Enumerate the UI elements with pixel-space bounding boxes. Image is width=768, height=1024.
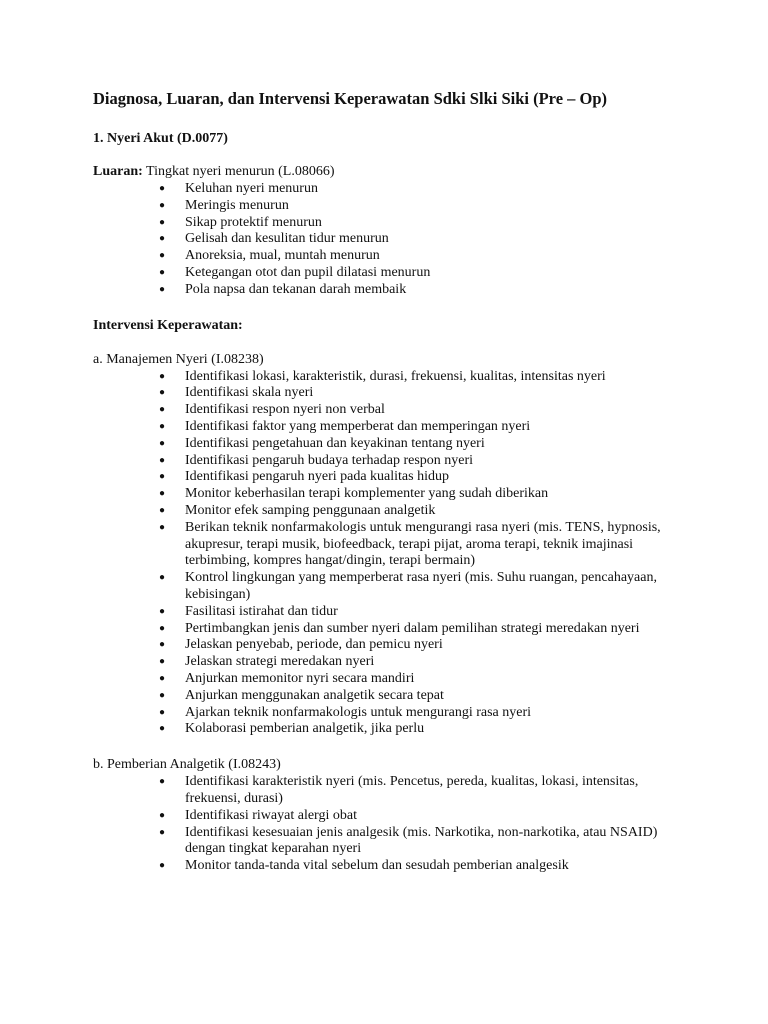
list-item	[93, 181, 673, 198]
bullet-icon: ●	[159, 437, 166, 449]
list-item	[93, 621, 673, 638]
bullet-icon: ●	[159, 809, 166, 821]
bullet-icon: ●	[159, 283, 166, 295]
list-item-text: Sikap protektif menurun	[185, 214, 322, 230]
bullet-icon: ●	[159, 521, 166, 533]
list-item-text: Monitor efek samping penggunaan analgetik	[185, 502, 436, 518]
bullet-icon: ●	[159, 639, 166, 651]
bullet-icon: ●	[159, 250, 166, 262]
bullet-icon: ●	[159, 860, 166, 872]
list-item	[93, 520, 673, 570]
bullet-icon: ●	[159, 266, 166, 278]
list-item	[93, 671, 673, 688]
pemberian-analgetik-heading: b. Pemberian Analgetik (I.08243)	[93, 757, 281, 773]
list-item	[93, 198, 673, 215]
list-item-text: Pola napsa dan tekanan darah membaik	[185, 281, 407, 297]
list-item-text: Monitor tanda-tanda vital sebelum dan sesudah pemberian analgesik	[185, 858, 569, 874]
list-item-text: Jelaskan strategi meredakan nyeri	[185, 654, 375, 670]
bullet-icon: ●	[159, 387, 166, 399]
list-item	[93, 637, 673, 654]
list-item	[93, 705, 673, 722]
list-item-text: Monitor keberhasilan terapi komplementer yang sudah diberikan	[185, 486, 549, 502]
luaran-text: Tingkat nyeri menurun (L.08066)	[142, 164, 335, 179]
list-item-text: Jelaskan penyebab, periode, dan pemicu nyeri	[185, 637, 443, 653]
list-item-text: Identifikasi faktor yang memperberat dan memperingan nyeri	[185, 418, 531, 434]
list-item	[93, 369, 673, 386]
luaran-line	[93, 163, 673, 181]
list-item	[93, 654, 673, 671]
list-item-text: Anoreksia, mual, muntah menurun	[185, 248, 380, 264]
bullet-icon: ●	[159, 454, 166, 466]
bullet-icon: ●	[159, 622, 166, 634]
list-item-text: Keluhan nyeri menurun	[185, 181, 318, 196]
list-item-text: Ajarkan teknik nonfarmakologis untuk mengurangi rasa nyeri	[185, 704, 532, 720]
bullet-icon: ●	[159, 826, 166, 838]
list-item-text: Fasilitasi istirahat dan tidur	[185, 603, 338, 619]
list-item-text: Identifikasi pengetahuan dan keyakinan tentang nyeri	[185, 435, 485, 451]
list-item-text: Ketegangan otot dan pupil dilatasi menurun	[185, 264, 431, 280]
luaran-list	[93, 181, 673, 299]
list-item-text: Identifikasi kesesuaian jenis analgesik (mis. Narkotika, non-narkotika, atau NSAID) dengan tingkat keparahan nyeri	[185, 824, 658, 857]
list-item-text: Identifikasi pengaruh budaya terhadap respon nyeri	[185, 452, 474, 468]
bullet-icon: ●	[159, 504, 166, 516]
bullet-icon: ●	[159, 370, 166, 382]
document-page	[93, 88, 673, 875]
bullet-icon: ●	[159, 199, 166, 211]
bullet-icon: ●	[159, 672, 166, 684]
bullet-icon: ●	[159, 471, 166, 483]
intervensi-heading: Intervensi Keperawatan:	[93, 317, 243, 333]
list-item	[93, 688, 673, 705]
list-item	[93, 215, 673, 232]
bullet-icon: ●	[159, 776, 166, 788]
bullet-icon: ●	[159, 183, 166, 194]
list-item	[93, 721, 673, 738]
page-title: Diagnosa, Luaran, dan Intervensi Keperawatan Sdki Slki Siki (Pre – Op)	[93, 89, 608, 108]
list-item	[93, 436, 673, 453]
manajemen-nyeri-list	[93, 369, 673, 739]
list-item	[93, 774, 673, 808]
list-item	[93, 248, 673, 265]
list-item	[93, 453, 673, 470]
list-item-text: Gelisah dan kesulitan tidur menurun	[185, 231, 389, 247]
diagnosis-heading: 1. Nyeri Akut (D.0077)	[93, 131, 228, 146]
bullet-icon: ●	[159, 216, 166, 228]
list-item	[93, 402, 673, 419]
pemberian-analgetik-list	[93, 774, 673, 875]
list-item-text: Identifikasi riwayat alergi obat	[185, 807, 357, 823]
bullet-icon: ●	[159, 656, 166, 668]
bullet-icon: ●	[159, 420, 166, 432]
bullet-icon: ●	[159, 689, 166, 701]
list-item-text: Kolaborasi pemberian analgetik, jika perlu	[185, 721, 425, 737]
list-item	[93, 486, 673, 503]
list-item	[93, 385, 673, 402]
bullet-icon: ●	[159, 488, 166, 500]
list-item-text: Anjurkan memonitor nyri secara mandiri	[185, 670, 415, 686]
list-item-text: Pertimbangkan jenis dan sumber nyeri dalam pemilihan strategi meredakan nyeri	[185, 620, 640, 636]
bullet-icon: ●	[159, 233, 166, 245]
list-item	[93, 503, 673, 520]
list-item-text: Identifikasi skala nyeri	[185, 385, 314, 401]
list-item	[93, 858, 673, 875]
list-item	[93, 231, 673, 248]
list-item-text: Identifikasi lokasi, karakteristik, durasi, frekuensi, kualitas, intensitas nyeri	[185, 368, 606, 384]
list-item-text: Identifikasi karakteristik nyeri (mis. Pencetus, pereda, kualitas, lokasi, intensitas, frekuensi, durasi)	[185, 774, 639, 806]
list-item	[93, 265, 673, 282]
list-item-text: Berikan teknik nonfarmakologis untuk mengurangi rasa nyeri (mis. TENS, hypnosis, akupresur, terapi musik, biofeedback, terapi pijat, aroma terapi, teknik imajinasi terbimbing, kompres hangat/dingin, terapi bermain)	[185, 519, 661, 569]
bullet-icon: ●	[159, 723, 166, 735]
list-item	[93, 469, 673, 486]
list-item-text: Identifikasi respon nyeri non verbal	[185, 402, 385, 418]
list-item	[93, 808, 673, 825]
manajemen-nyeri-heading: a. Manajemen Nyeri (I.08238)	[93, 351, 264, 367]
list-item	[93, 604, 673, 621]
list-item-text: Anjurkan menggunakan analgetik secara tepat	[185, 687, 444, 703]
list-item	[93, 570, 673, 604]
bullet-icon: ●	[159, 404, 166, 416]
luaran-label: Luaran:	[93, 164, 143, 179]
bullet-icon: ●	[159, 605, 166, 617]
list-item-text: Identifikasi pengaruh nyeri pada kualitas hidup	[185, 469, 449, 485]
list-item-text: Meringis menurun	[185, 197, 289, 213]
list-item	[93, 825, 673, 859]
list-item	[93, 419, 673, 436]
list-item	[93, 282, 673, 299]
bullet-icon: ●	[159, 706, 166, 718]
bullet-icon: ●	[159, 572, 166, 584]
list-item-text: Kontrol lingkungan yang memperberat rasa nyeri (mis. Suhu ruangan, pencahayaan, kebisingan)	[185, 570, 657, 602]
